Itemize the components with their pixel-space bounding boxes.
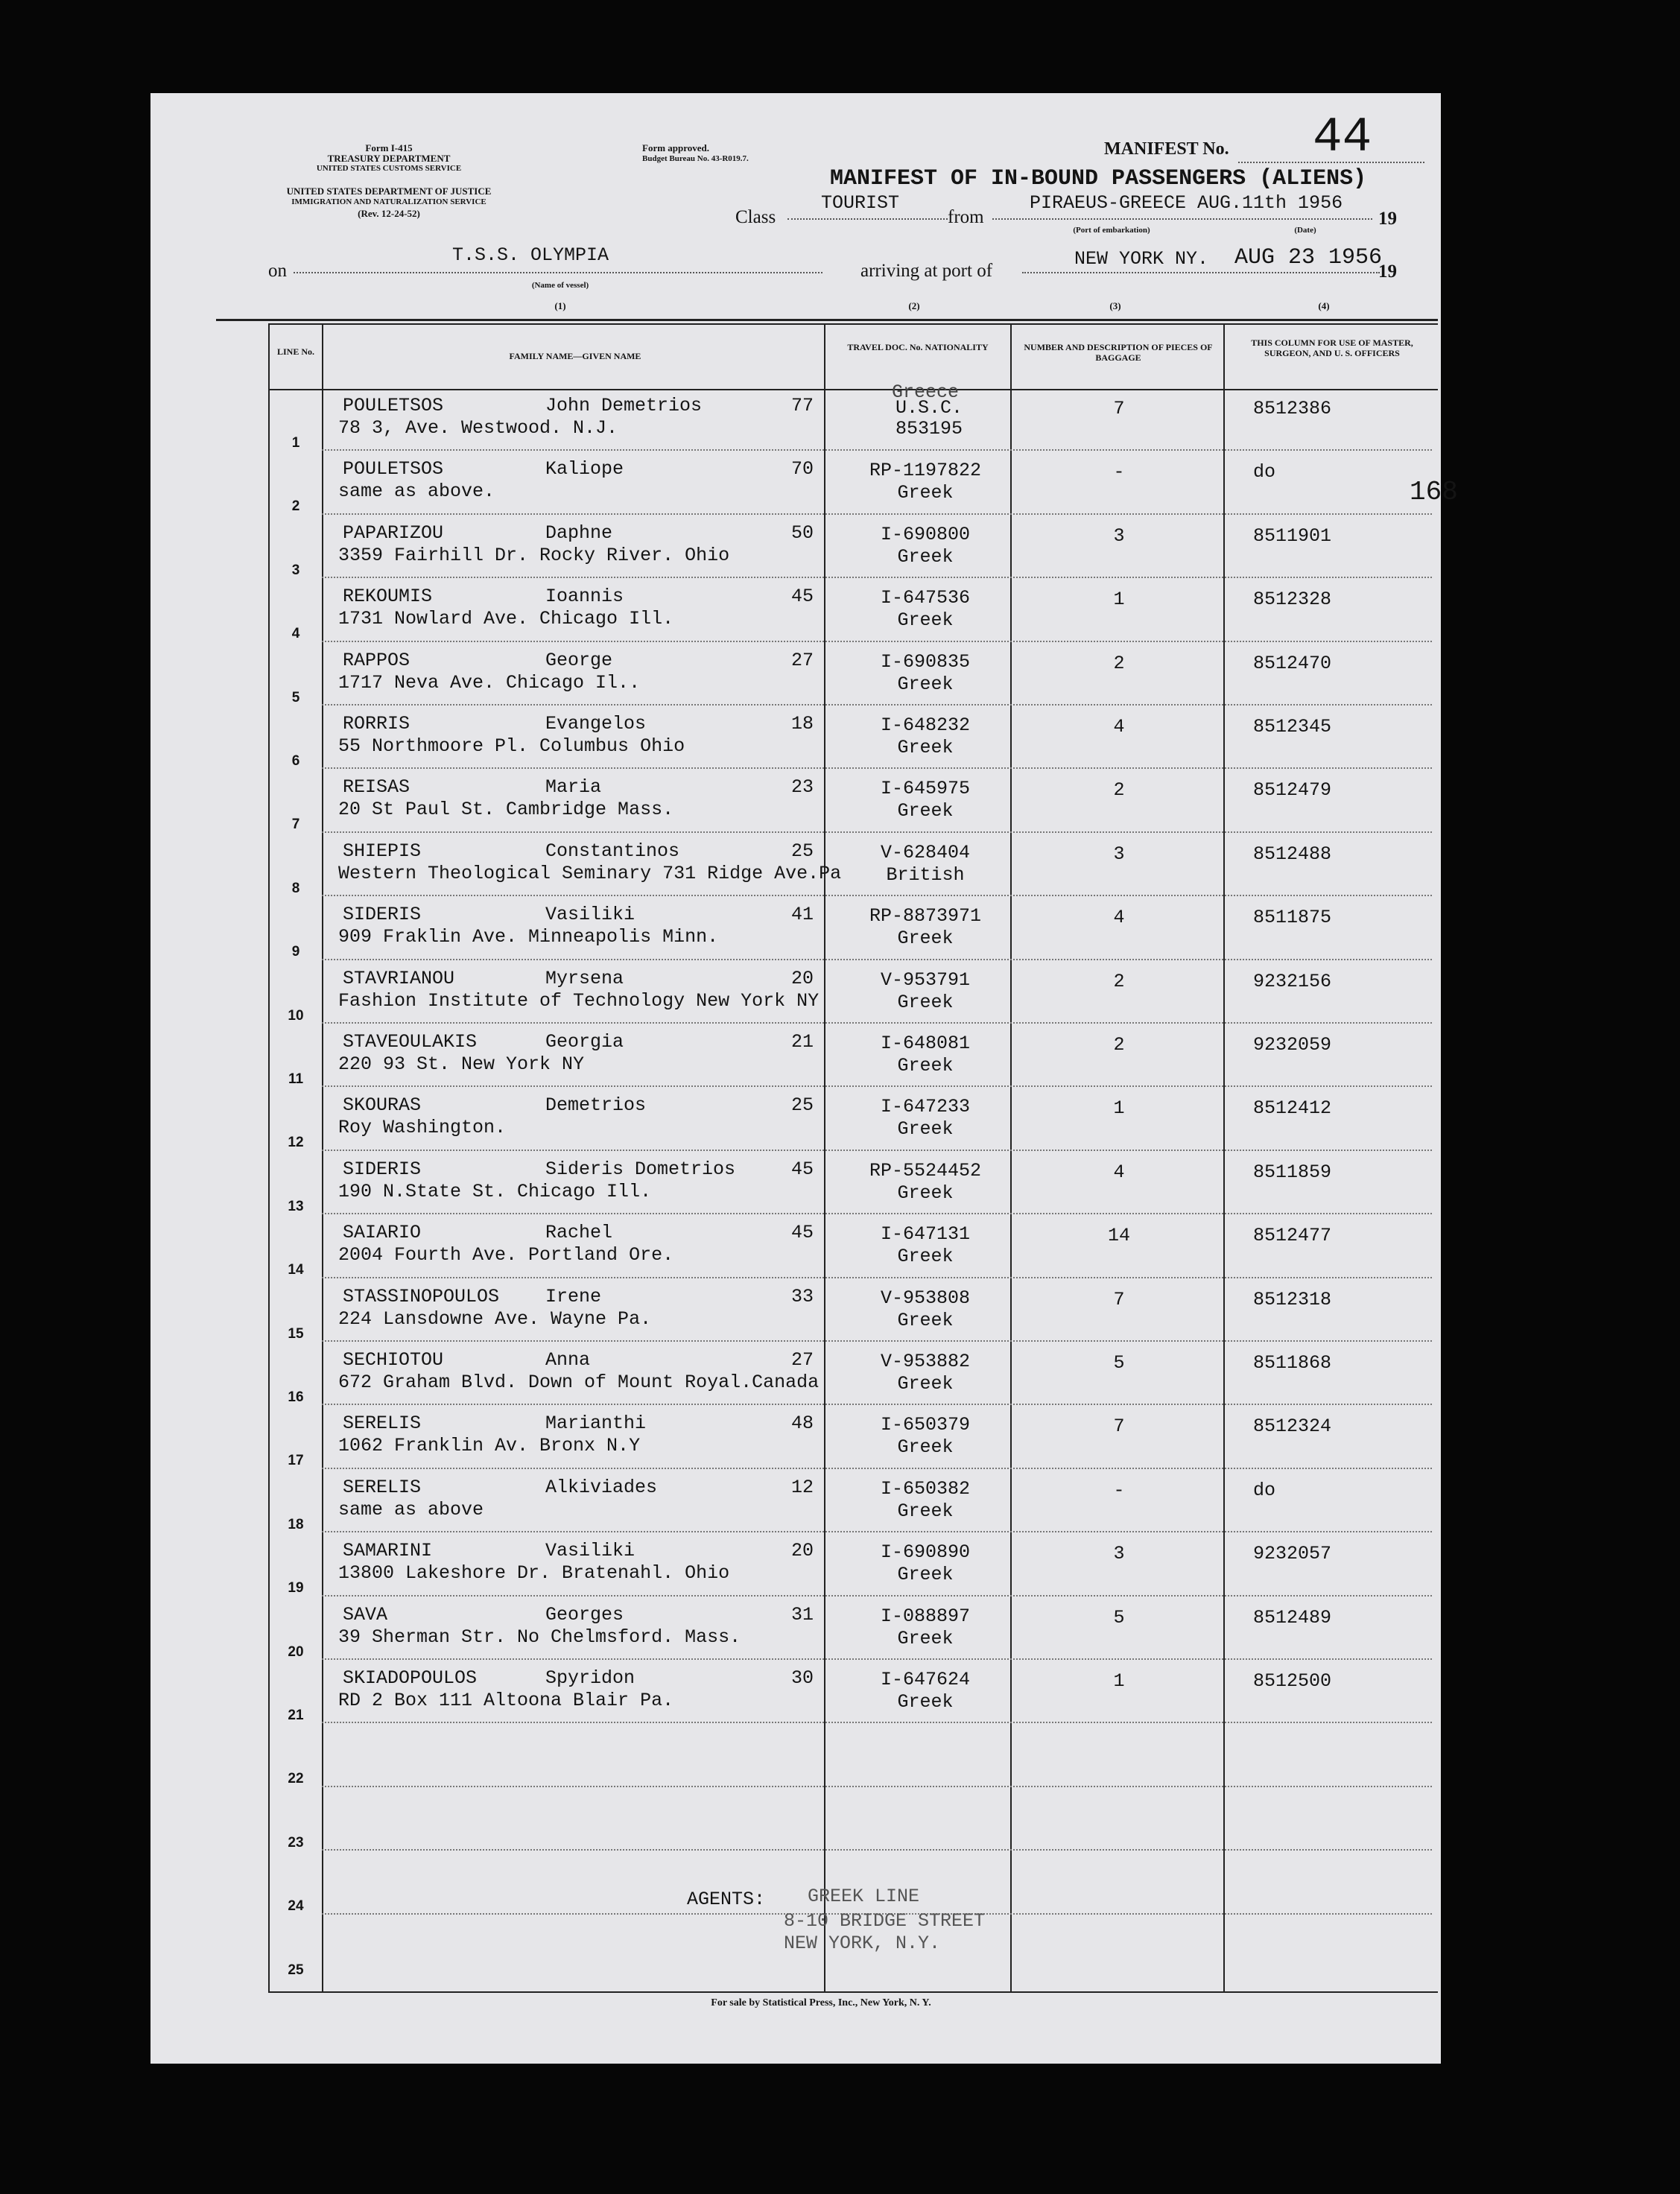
baggage-count: 4 bbox=[1113, 716, 1125, 738]
row-divider bbox=[322, 513, 1432, 515]
row-divider bbox=[322, 1786, 1432, 1787]
age: 45 bbox=[791, 1158, 814, 1180]
row-divider bbox=[322, 1468, 1432, 1469]
col-num-3: (3) bbox=[1109, 300, 1121, 311]
travel-doc-no: RP-1197822 bbox=[869, 460, 982, 482]
row-divider bbox=[322, 1340, 1432, 1342]
line-number: 25 bbox=[288, 1962, 304, 1978]
line-number: 20 bbox=[288, 1643, 304, 1660]
baggage-count: 7 bbox=[1113, 1288, 1125, 1310]
table-header-bottom bbox=[268, 389, 1438, 390]
ins-service: IMMIGRATION AND NATURALIZATION SERVICE bbox=[291, 197, 486, 206]
address: 220 93 St. New York NY bbox=[338, 1053, 585, 1075]
given-name: Vasiliki bbox=[545, 1540, 635, 1562]
nationality: Greek bbox=[897, 673, 954, 695]
officer-number: 8512489 bbox=[1253, 1606, 1332, 1629]
line-number: 17 bbox=[288, 1453, 304, 1469]
family-name: SAIARIO bbox=[343, 1222, 422, 1244]
given-name: Ioannis bbox=[545, 586, 624, 608]
given-name: George bbox=[545, 649, 613, 671]
given-name: John Demetrios bbox=[545, 395, 703, 416]
age: 25 bbox=[791, 1094, 814, 1117]
nationality: Greek bbox=[897, 928, 954, 950]
officer-number: do bbox=[1253, 461, 1276, 483]
age: 41 bbox=[791, 904, 814, 926]
baggage-count: 2 bbox=[1113, 779, 1125, 802]
address: 190 N.State St. Chicago Ill. bbox=[338, 1180, 652, 1202]
given-name: Marianthi bbox=[545, 1413, 647, 1435]
baggage-count: 14 bbox=[1107, 1225, 1130, 1247]
officer-number: 9232059 bbox=[1253, 1034, 1332, 1056]
officer-number: 9232156 bbox=[1253, 970, 1332, 992]
officer-number: 8512412 bbox=[1253, 1097, 1332, 1120]
age: 45 bbox=[791, 586, 814, 608]
line-number: 8 bbox=[291, 880, 300, 896]
officer-number: 8512386 bbox=[1253, 398, 1332, 419]
family-name: SKIADOPOULOS bbox=[343, 1667, 478, 1689]
col-num-4: (4) bbox=[1318, 300, 1330, 311]
row-divider bbox=[322, 449, 1432, 451]
address: 2004 Fourth Ave. Portland Ore. bbox=[338, 1244, 674, 1266]
travel-doc-no: I-648081 bbox=[880, 1033, 971, 1054]
nationality: Greek bbox=[897, 1373, 954, 1395]
address: RD 2 Box 111 Altoona Blair Pa. bbox=[338, 1690, 674, 1711]
address: 1731 Nowlard Ave. Chicago Ill. bbox=[338, 608, 674, 630]
travel-doc-no: V-953882 bbox=[880, 1351, 971, 1372]
given-name: Demetrios bbox=[545, 1094, 647, 1117]
nationality: Greek bbox=[897, 800, 954, 822]
address: 672 Graham Blvd. Down of Mount Royal.Canada bbox=[338, 1372, 820, 1393]
class-label: Class bbox=[735, 207, 776, 227]
header-name: FAMILY NAME—GIVEN NAME bbox=[509, 351, 641, 361]
age: 12 bbox=[791, 1476, 814, 1498]
arrival-port: NEW YORK NY. bbox=[1074, 248, 1209, 270]
family-name: SKOURAS bbox=[343, 1094, 422, 1117]
baggage-count: 3 bbox=[1113, 524, 1125, 547]
travel-doc-no: V-628404 bbox=[880, 841, 971, 863]
age: 20 bbox=[791, 967, 814, 989]
agents-label: AGENTS: bbox=[687, 1889, 766, 1910]
line-number: 4 bbox=[291, 626, 300, 642]
given-name: Georgia bbox=[545, 1031, 624, 1053]
baggage-count: 1 bbox=[1113, 589, 1125, 611]
nationality: Greek bbox=[897, 609, 954, 632]
address: Western Theological Seminary 731 Ridge Ave.Pa bbox=[338, 862, 842, 884]
line-number: 10 bbox=[288, 1007, 304, 1024]
table-left bbox=[268, 323, 270, 1991]
family-name: SIDERIS bbox=[343, 904, 422, 926]
age: 21 bbox=[791, 1031, 814, 1053]
address: 1717 Neva Ave. Chicago Il.. bbox=[338, 671, 641, 694]
officer-number: 8512488 bbox=[1253, 843, 1332, 865]
row-divider bbox=[322, 1213, 1432, 1214]
baggage-count: - bbox=[1113, 461, 1125, 483]
row-divider bbox=[322, 1404, 1432, 1405]
age: 77 bbox=[791, 395, 814, 416]
given-name: Constantinos bbox=[545, 840, 680, 862]
header-line-no: LINE No. bbox=[276, 346, 314, 357]
age: 20 bbox=[791, 1540, 814, 1562]
header-baggage: NUMBER AND DESCRIPTION OF PIECES OF BAGGAGE bbox=[1024, 342, 1213, 363]
agents-line-1: GREEK LINE bbox=[808, 1886, 920, 1907]
line-number: 21 bbox=[288, 1708, 304, 1723]
date-label: (Date) bbox=[1294, 226, 1316, 235]
row-divider bbox=[322, 704, 1432, 706]
age: 27 bbox=[791, 649, 814, 671]
travel-doc-no: I-647233 bbox=[880, 1096, 971, 1118]
officer-number: 8511901 bbox=[1253, 524, 1332, 547]
arrival-date: AUG 23 1956 bbox=[1234, 245, 1383, 270]
travel-doc-no: I-690800 bbox=[880, 523, 971, 545]
officer-number: do bbox=[1253, 1479, 1276, 1501]
line-number: 7 bbox=[291, 817, 300, 833]
address: 3359 Fairhill Dr. Rocky River. Ohio bbox=[338, 544, 730, 566]
manifest-title: MANIFEST OF IN-BOUND PASSENGERS (ALIENS) bbox=[830, 166, 1367, 191]
nationality: Greek bbox=[897, 1436, 954, 1459]
form-approved: Form approved. bbox=[642, 142, 710, 153]
footer-printer: For sale by Statistical Press, Inc., New York, N. Y. bbox=[711, 1997, 931, 2008]
address: 55 Northmoore Pl. Columbus Ohio bbox=[338, 735, 685, 757]
age: 27 bbox=[791, 1349, 814, 1371]
travel-doc-no: I-650382 bbox=[880, 1477, 971, 1500]
address: 13800 Lakeshore Dr. Bratenahl. Ohio bbox=[338, 1562, 730, 1585]
given-name: Evangelos bbox=[545, 713, 647, 735]
family-name: POULETSOS bbox=[343, 395, 444, 416]
row-divider bbox=[322, 1658, 1432, 1660]
travel-doc-no: I-650379 bbox=[880, 1414, 971, 1436]
nationality: Greek bbox=[897, 1309, 954, 1331]
given-name: Irene bbox=[545, 1285, 602, 1307]
age: 23 bbox=[791, 776, 814, 799]
age: 70 bbox=[791, 458, 814, 481]
family-name: SIDERIS bbox=[343, 1158, 422, 1180]
age: 50 bbox=[791, 521, 814, 544]
line-number: 6 bbox=[291, 753, 300, 769]
officer-number: 8512479 bbox=[1253, 779, 1332, 802]
line-number: 15 bbox=[288, 1325, 304, 1342]
officer-number: 8512500 bbox=[1253, 1670, 1332, 1692]
vessel-name-label: (Name of vessel) bbox=[531, 281, 589, 290]
revision: (Rev. 12-24-52) bbox=[358, 208, 420, 219]
officer-number: 8511859 bbox=[1253, 1161, 1332, 1183]
age: 31 bbox=[791, 1603, 814, 1626]
col-divider-name bbox=[824, 323, 825, 1991]
baggage-count: 3 bbox=[1113, 843, 1125, 865]
nationality: British bbox=[886, 863, 965, 886]
age: 25 bbox=[791, 840, 814, 862]
family-name: SHIEPIS bbox=[343, 840, 422, 862]
travel-doc-no: V-953791 bbox=[880, 968, 971, 991]
given-name: Anna bbox=[545, 1349, 591, 1371]
family-name: SAMARINI bbox=[343, 1540, 433, 1562]
treasury-dept: TREASURY DEPARTMENT bbox=[327, 153, 451, 164]
col-divider-bags bbox=[1223, 323, 1225, 1991]
given-name: Daphne bbox=[545, 521, 613, 544]
row-divider bbox=[322, 1085, 1432, 1087]
justice-dept: UNITED STATES DEPARTMENT OF JUSTICE bbox=[286, 186, 492, 197]
manifest-no-label: MANIFEST No. bbox=[1104, 139, 1229, 159]
line-number: 1 bbox=[291, 435, 300, 451]
col-divider-line bbox=[322, 323, 323, 1991]
family-name: STAVRIANOU bbox=[343, 967, 455, 989]
col-divider-doc bbox=[1010, 323, 1012, 1991]
travel-doc-no: RP-5524452 bbox=[869, 1159, 982, 1182]
officer-number: 8512345 bbox=[1253, 716, 1332, 738]
line-number: 23 bbox=[288, 1834, 304, 1851]
customs-service: UNITED STATES CUSTOMS SERVICE bbox=[316, 164, 462, 173]
address: 1062 Franklin Av. Bronx N.Y bbox=[338, 1435, 641, 1457]
baggage-count: 3 bbox=[1113, 1543, 1125, 1565]
given-name: Georges bbox=[545, 1603, 624, 1626]
from-value: PIRAEUS-GREECE AUG.11th 1956 bbox=[1030, 192, 1343, 214]
family-name: POULETSOS bbox=[343, 458, 444, 481]
table-bottom bbox=[268, 1991, 1438, 1993]
age: 18 bbox=[791, 713, 814, 735]
family-name: RAPPOS bbox=[343, 649, 411, 671]
line-number: 18 bbox=[288, 1516, 304, 1532]
row-divider bbox=[322, 1150, 1432, 1151]
address: 39 Sherman Str. No Chelmsford. Mass. bbox=[338, 1626, 741, 1648]
family-name: RORRIS bbox=[343, 713, 411, 735]
age: 30 bbox=[791, 1667, 814, 1689]
manifest-number: 44 bbox=[1313, 110, 1372, 165]
line-number: 14 bbox=[288, 1262, 304, 1278]
row-divider bbox=[322, 1022, 1432, 1024]
header-travel-doc: TRAVEL DOC. No. NATIONALITY bbox=[847, 342, 989, 352]
nationality: Greek bbox=[897, 737, 954, 758]
baggage-count: 2 bbox=[1113, 970, 1125, 992]
row-divider bbox=[322, 1531, 1432, 1532]
address: 20 St Paul St. Cambridge Mass. bbox=[338, 799, 674, 821]
manifest-page bbox=[150, 93, 1458, 2064]
officer-number: 8512470 bbox=[1253, 652, 1332, 674]
row-divider bbox=[322, 767, 1432, 769]
family-name: STASSINOPOULOS bbox=[343, 1285, 500, 1307]
margin-annotation: 168 bbox=[1410, 477, 1458, 507]
nationality: Greek bbox=[897, 1500, 954, 1522]
col-num-2: (2) bbox=[908, 300, 920, 311]
family-name: REISAS bbox=[343, 776, 411, 799]
baggage-count: - bbox=[1113, 1479, 1125, 1501]
baggage-count: 1 bbox=[1113, 1097, 1125, 1120]
family-name: REKOUMIS bbox=[343, 586, 433, 608]
address: 224 Lansdowne Ave. Wayne Pa. bbox=[338, 1307, 652, 1330]
agents-line-2: 8-10 BRIDGE STREET bbox=[784, 1910, 986, 1932]
travel-doc-no: I-647624 bbox=[880, 1669, 971, 1690]
row-divider bbox=[322, 577, 1432, 578]
row-divider bbox=[322, 959, 1432, 960]
agents-line-3: NEW YORK, N.Y. bbox=[784, 1933, 941, 1954]
address: Fashion Institute of Technology New York NY bbox=[338, 989, 820, 1012]
officer-number: 8512324 bbox=[1253, 1415, 1332, 1438]
row-divider bbox=[322, 1722, 1432, 1723]
line-number: 24 bbox=[288, 1898, 304, 1915]
travel-doc-no: I-647536 bbox=[880, 587, 971, 609]
family-name: SERELIS bbox=[343, 1413, 422, 1435]
age: 33 bbox=[791, 1285, 814, 1307]
line-number: 12 bbox=[288, 1135, 304, 1151]
line-number: 11 bbox=[288, 1071, 304, 1087]
travel-doc-no: I-690890 bbox=[880, 1541, 971, 1564]
travel-doc-no: I-645975 bbox=[880, 778, 971, 800]
nationality: Greek bbox=[897, 482, 954, 504]
nationality: Greek bbox=[897, 1627, 954, 1649]
officer-number: 8511868 bbox=[1253, 1352, 1332, 1374]
nationality: Greek bbox=[897, 1182, 954, 1204]
family-name: SECHIOTOU bbox=[343, 1349, 444, 1371]
row-divider bbox=[322, 1849, 1432, 1851]
nationality: Greece bbox=[891, 381, 959, 403]
baggage-count: 2 bbox=[1113, 1034, 1125, 1056]
given-name: Maria bbox=[545, 776, 602, 799]
baggage-count: 4 bbox=[1113, 907, 1125, 929]
travel-doc-no: I-647131 bbox=[880, 1223, 971, 1246]
row-divider bbox=[322, 1277, 1432, 1278]
travel-doc-no: V-953808 bbox=[880, 1287, 971, 1309]
line-number: 9 bbox=[291, 944, 300, 960]
row-divider bbox=[322, 1595, 1432, 1597]
travel-doc-no: U.S.C. 853195 bbox=[895, 397, 963, 440]
line-number: 13 bbox=[288, 1198, 304, 1214]
row-divider bbox=[322, 831, 1432, 833]
nationality: Greek bbox=[897, 991, 954, 1013]
given-name: Spyridon bbox=[545, 1667, 635, 1689]
line-number: 22 bbox=[288, 1771, 304, 1787]
form-number: Form I-415 bbox=[365, 142, 413, 153]
baggage-count: 7 bbox=[1113, 398, 1125, 419]
address: Roy Washington. bbox=[338, 1117, 507, 1139]
line-number: 19 bbox=[288, 1580, 304, 1597]
travel-doc-no: I-088897 bbox=[880, 1605, 971, 1627]
officer-number: 8511875 bbox=[1253, 907, 1332, 929]
row-divider bbox=[322, 895, 1432, 896]
class-value: TOURIST bbox=[821, 192, 900, 214]
given-name: Rachel bbox=[545, 1222, 613, 1244]
age: 45 bbox=[791, 1222, 814, 1244]
family-name: STAVEOULAKIS bbox=[343, 1031, 478, 1053]
baggage-count: 2 bbox=[1113, 652, 1125, 674]
address: same as above bbox=[338, 1498, 484, 1521]
from-label: from bbox=[948, 207, 984, 227]
line-number: 2 bbox=[291, 498, 300, 515]
port-embarkation-label: (Port of embarkation) bbox=[1073, 226, 1150, 235]
travel-doc-no: I-690835 bbox=[880, 650, 971, 673]
given-name: Alkiviades bbox=[545, 1476, 658, 1498]
given-name: Vasiliki bbox=[545, 904, 635, 926]
address: same as above. bbox=[338, 481, 495, 503]
col-num-1: (1) bbox=[554, 300, 566, 311]
officer-number: 9232057 bbox=[1253, 1543, 1332, 1565]
passenger-table bbox=[150, 93, 1441, 2064]
year-prefix-2: 19 bbox=[1378, 261, 1397, 282]
address: 909 Fraklin Ave. Minneapolis Minn. bbox=[338, 926, 719, 948]
given-name: Myrsena bbox=[545, 967, 624, 989]
baggage-count: 5 bbox=[1113, 1352, 1125, 1374]
budget-bureau: Budget Bureau No. 43-R019.7. bbox=[642, 154, 749, 163]
baggage-count: 4 bbox=[1113, 1161, 1125, 1183]
line-number: 5 bbox=[291, 689, 300, 706]
nationality: Greek bbox=[897, 1118, 954, 1141]
officer-number: 8512318 bbox=[1253, 1288, 1332, 1310]
address: 78 3, Ave. Westwood. N.J. bbox=[338, 417, 618, 439]
line-number: 16 bbox=[288, 1389, 304, 1405]
family-name: SAVA bbox=[343, 1603, 388, 1626]
baggage-count: 7 bbox=[1113, 1415, 1125, 1438]
vessel-name: T.S.S. OLYMPIA bbox=[452, 244, 609, 266]
baggage-count: 5 bbox=[1113, 1606, 1125, 1629]
header-officers: THIS COLUMN FOR USE OF MASTER, SURGEON, AND U. S. OFFICERS bbox=[1251, 337, 1413, 358]
table-top bbox=[268, 323, 1438, 325]
family-name: PAPARIZOU bbox=[343, 521, 444, 544]
nationality: Greek bbox=[897, 1055, 954, 1077]
given-name: Sideris Dometrios bbox=[545, 1158, 736, 1180]
on-label: on bbox=[268, 261, 287, 281]
travel-doc-no: RP-8873971 bbox=[869, 905, 982, 928]
nationality: Greek bbox=[897, 1564, 954, 1586]
travel-doc-no: I-648232 bbox=[880, 714, 971, 736]
arriving-label: arriving at port of bbox=[860, 261, 993, 281]
nationality: Greek bbox=[897, 1246, 954, 1268]
year-prefix: 19 bbox=[1378, 209, 1397, 229]
age: 48 bbox=[791, 1413, 814, 1435]
nationality: Greek bbox=[897, 1691, 954, 1713]
line-number: 3 bbox=[291, 562, 300, 578]
family-name: SERELIS bbox=[343, 1476, 422, 1498]
row-divider bbox=[322, 641, 1432, 642]
given-name: Kaliope bbox=[545, 458, 624, 481]
officer-number: 8512328 bbox=[1253, 589, 1332, 611]
nationality: Greek bbox=[897, 545, 954, 568]
officer-number: 8512477 bbox=[1253, 1225, 1332, 1247]
baggage-count: 1 bbox=[1113, 1670, 1125, 1692]
